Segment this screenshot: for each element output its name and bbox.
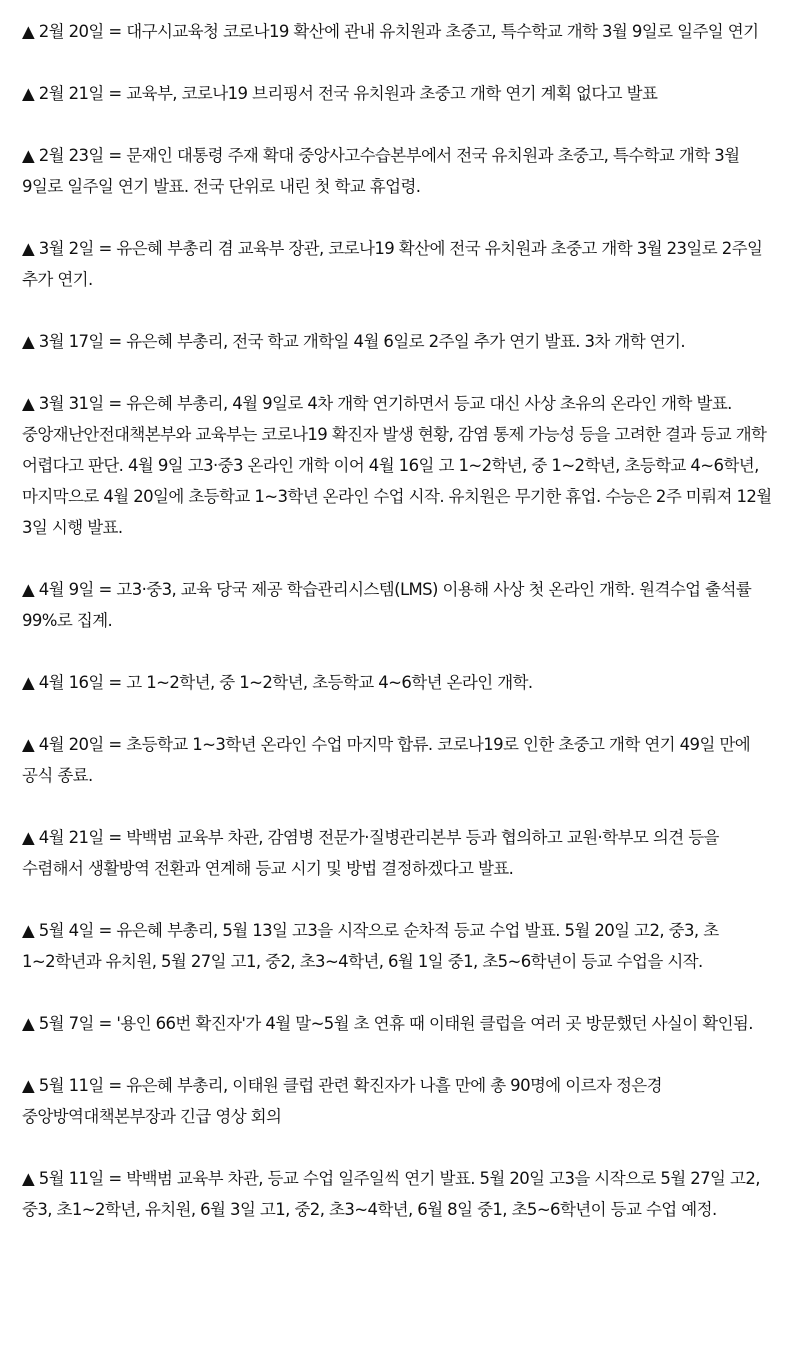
timeline-entry-0221: ▲ 2월 21일 = 교육부, 코로나19 브리핑서 전국 유치원과 초중고 개학 연기 계획 없다고 발표 bbox=[22, 84, 658, 103]
timeline-entry-0223: ▲ 2월 23일 = 문재인 대통령 주재 확대 중앙사고수습본부에서 전국 유치원과 초중고, 특수학교 개학 3월 9일로 일주일 연기 발표. 전국 단위로 내린 첫 학교 휴업령. bbox=[22, 146, 740, 196]
timeline-entry-0302: ▲ 3월 2일 = 유은혜 부총리 겸 교육부 장관, 코로나19 확산에 전국 유치원과 초중고 개학 3월 23일로 2주일 추가 연기. bbox=[22, 239, 763, 289]
timeline-entry-0511-b: ▲ 5월 11일 = 박백범 교육부 차관, 등교 수업 일주일씩 연기 발표. 5월 20일 고3을 시작으로 5월 27일 고2, 중3, 초1~2학년, 유치원, 6월 3일 고1, 중2, 초3~4학년, 6월 8일 중1, 초5~6학년이 등교 수업 예정. bbox=[22, 1169, 760, 1219]
timeline-entry-0421: ▲ 4월 21일 = 박백범 교육부 차관, 감염병 전문가·질병관리본부 등과 협의하고 교원·학부모 의견 등을 수렴해서 생활방역 전환과 연계해 등교 시기 및 방법 결정하겠다고 발표. bbox=[22, 828, 719, 878]
timeline-entry-0317: ▲ 3월 17일 = 유은혜 부총리, 전국 학교 개학일 4월 6일로 2주일 추가 연기 발표. 3차 개학 연기. bbox=[22, 332, 686, 351]
timeline-entry-0331: ▲ 3월 31일 = 유은혜 부총리, 4월 9일로 4차 개학 연기하면서 등교 대신 사상 초유의 온라인 개학 발표. 중앙재난안전대책본부와 교육부는 코로나19 확진자 발생 현황, 감염 통제 가능성 등을 고려한 결과 등교 개학 어렵다고 판단. 4월 9일 고3·중3 온라인 개학 이어 4월 16일 고 1~2학년, 중 1~2학년, 초등학교 4~6학년, 마지막으로 4월 20일에 초등학교 1~3학년 온라인 수업 시작. 유치원은 무기한 휴업. 수능은 2주 미뤄져 12월 3일 시행 발표. bbox=[22, 394, 772, 537]
timeline-entry-0416: ▲ 4월 16일 = 고 1~2학년, 중 1~2학년, 초등학교 4~6학년 온라인 개학. bbox=[22, 673, 533, 692]
timeline-entry-0504: ▲ 5월 4일 = 유은혜 부총리, 5월 13일 고3을 시작으로 순차적 등교 수업 발표. 5월 20일 고2, 중3, 초 1~2학년과 유치원, 5월 27일 고1, 중2, 초3~4학년, 6월 1일 중1, 초5~6학년이 등교 수업을 시작. bbox=[22, 921, 719, 971]
timeline-entry-0507: ▲ 5월 7일 = '용인 66번 확진자'가 4월 말~5월 초 연휴 때 이태원 클럽을 여러 곳 방문했던 사실이 확인됨. bbox=[22, 1014, 753, 1033]
timeline-entry-0420: ▲ 4월 20일 = 초등학교 1~3학년 온라인 수업 마지막 합류. 코로나19로 인한 초중고 개학 연기 49일 만에 공식 종료. bbox=[22, 735, 751, 785]
timeline-entry-0220: ▲ 2월 20일 = 대구시교육청 코로나19 확산에 관내 유치원과 초중고, 특수학교 개학 3월 9일로 일주일 연기 bbox=[22, 22, 759, 41]
timeline-entry-0409: ▲ 4월 9일 = 고3·중3, 교육 당국 제공 학습관리시스템(LMS) 이용해 사상 첫 온라인 개학. 원격수업 출석률 99%로 집계. bbox=[22, 580, 752, 630]
timeline-entry-0511-a: ▲ 5월 11일 = 유은혜 부총리, 이태원 클럽 관련 확진자가 나흘 만에 총 90명에 이르자 정은경 중앙방역대책본부장과 긴급 영상 회의 bbox=[22, 1076, 662, 1126]
